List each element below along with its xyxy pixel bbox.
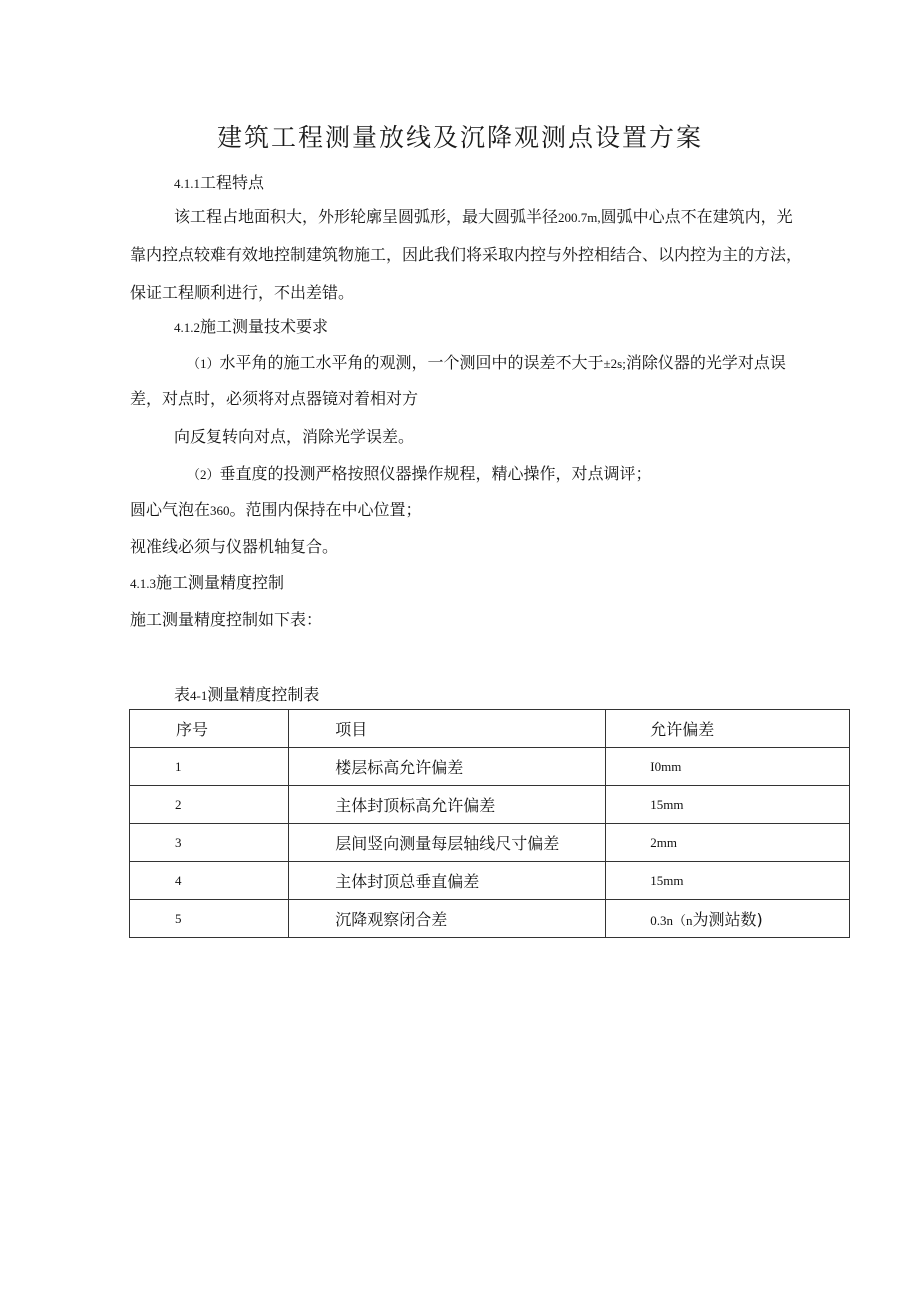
text: 该工程占地面积大，外形轮廓呈圆弧形，最大圆弧半径 — [174, 207, 559, 226]
text: 。范围内保持在中心位置； — [229, 500, 422, 519]
tolerance-value: 0.3n（n — [650, 913, 693, 928]
cell-tolerance — [606, 900, 850, 938]
requirement-1-line3: 向反复转向对点，消除光学误差。 — [174, 427, 415, 446]
cell-item: 层间竖向测量每层轴线尺寸偏差 — [289, 824, 606, 862]
section-number: 4.1.1 — [174, 176, 200, 191]
table-row — [130, 786, 850, 824]
tolerance-note: 为测站数) — [692, 910, 763, 929]
header-no: 序号 — [130, 710, 289, 748]
cell-tolerance: 15mm — [606, 862, 850, 900]
cell-no: 3 — [130, 824, 289, 862]
section-heading-4-1-1 — [174, 172, 264, 195]
cell-item: 沉降观察闭合差 — [289, 900, 606, 938]
cell-tolerance: 15mm — [606, 786, 850, 824]
header-item: 项目 — [289, 710, 606, 748]
text: 水平角的施工水平角的观测，一个测回中的误差不大于 — [219, 353, 604, 372]
paragraph-project-features-line3: 保证工程顺利进行，不出差错。 — [130, 283, 355, 302]
cell-no: 1 — [130, 748, 289, 786]
requirement-1-line1 — [187, 352, 786, 375]
table-header-row — [130, 710, 850, 748]
section-label: 工程特点 — [200, 173, 265, 192]
cell-tolerance: I0mm — [606, 748, 850, 786]
precision-control-table — [129, 709, 850, 938]
precision-intro: 施工测量精度控制如下表： — [130, 610, 323, 629]
cell-no: 4 — [130, 862, 289, 900]
paragraph-project-features-line1 — [174, 206, 793, 229]
radius-value: 200.7m, — [558, 210, 601, 225]
cell-no: 2 — [130, 786, 289, 824]
error-value: ±2s; — [603, 356, 626, 371]
section-label: 施工测量技术要求 — [200, 317, 329, 336]
text: 垂直度的投测严格按照仪器操作规程，精心操作，对点调评； — [219, 464, 652, 483]
section-label: 施工测量精度控制 — [156, 573, 285, 592]
cell-item: 主体封顶标高允许偏差 — [289, 786, 606, 824]
table-row — [130, 748, 850, 786]
paragraph-project-features-line2: 靠内控点较难有效地控制建筑物施工，因此我们将采取内控与外控相结合、以内控为主的方法， — [130, 245, 803, 264]
header-tolerance: 允许偏差 — [606, 710, 850, 748]
text: 消除仪器的光学对点误 — [625, 353, 786, 372]
angle-value: 360 — [210, 503, 230, 518]
section-number: 4.1.2 — [174, 320, 200, 335]
section-heading-4-1-2 — [174, 316, 328, 339]
table-number: 4-1 — [190, 688, 208, 703]
cell-tolerance: 2mm — [606, 824, 850, 862]
table-row — [130, 862, 850, 900]
requirement-1-line2: 差，对点时，必须将对点器镜对着相对方 — [130, 389, 419, 408]
section-number: 4.1.3 — [130, 576, 156, 591]
item-marker: （2） — [187, 467, 220, 482]
page-title: 建筑工程测量放线及沉降观测点设置方案 — [216, 123, 703, 152]
text: 圆心气泡在 — [130, 500, 211, 519]
cell-item: 楼层标高允许偏差 — [289, 748, 606, 786]
requirement-2-line3: 视准线必须与仪器机轴复合。 — [130, 537, 339, 556]
table-caption — [174, 684, 319, 707]
caption-title: 测量精度控制表 — [207, 685, 320, 704]
cell-no: 5 — [130, 900, 289, 938]
table-row — [130, 824, 850, 862]
requirement-2-line2 — [130, 499, 422, 522]
text: 圆弧中心点不在建筑内，光 — [600, 207, 793, 226]
table-row — [130, 900, 850, 938]
requirement-2-line1 — [187, 463, 652, 486]
cell-item: 主体封顶总垂直偏差 — [289, 862, 606, 900]
caption-prefix: 表 — [174, 685, 191, 704]
item-marker: （1） — [187, 356, 220, 371]
section-heading-4-1-3 — [130, 572, 284, 595]
